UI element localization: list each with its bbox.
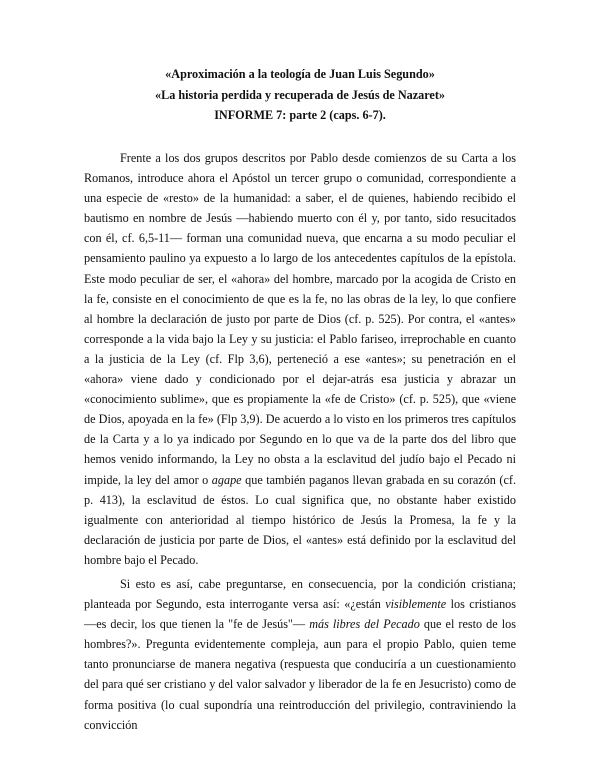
report-label: INFORME 7: parte 2 (caps. 6-7). [214, 108, 386, 122]
document-header [84, 64, 516, 126]
paragraph-1 [84, 148, 516, 570]
paragraph-2 [84, 574, 516, 735]
emphasis-visiblemente: visiblemente [385, 597, 447, 612]
document-body [84, 148, 516, 735]
document-subtitle: «La historia perdida y recuperada de Jesús de Nazaret» [154, 87, 445, 102]
paragraph-2-mid: los cristianos —es decir, los que tienen la "fe de Jesús"— [84, 597, 517, 632]
paragraph-1-end: que también paganos llevan grabada en su corazón (cf. p. 413), la esclavitud de éstos. Lo cual significa que, no obstante haber existido igualmente con anterioridad al tiempo histórico de Jesús la Promesa, la fe y la declaración de justicia por parte de Dios, el «antes» está definido por la esclavitud del hombre bajo el Pecado. [84, 472, 516, 567]
paragraph-1-conjunction: o [198, 472, 212, 487]
paragraph-1-text: Frente a los dos grupos descritos por Pablo desde comienzos de su Carta a los Romanos, introduce ahora el Apóstol un tercer grupo o comunidad, correspondiente a una especie de «resto» de la humanidad: a saber, el de quienes, habiendo recibido el bautismo en nombre de Jesús —habiendo muerto con él y, por tanto, sido resucitados con él, cf. 6,5-11— forman una comunidad nueva, que encarna a su modo peculiar el pensamiento paulino ya expuesto a lo largo de los antecedentes capítulos de la epístola. Este modo peculiar de ser, el «ahora» del hombre, marcado por la acogida de Cristo en la fe, consiste en el conocimiento de que es la fe, no las obras de la ley, lo que confiere al hombre la declaración de justo por parte de Dios (cf. p. 525). Por contra, el «antes» corresponde a la vida bajo la Ley y su justicia: el Pablo fariseo, irreprochable en cuanto a la justicia de la Ley (cf. Flp 3,6), perteneció a ese «antes»; su penetración en el «ahora» viene dado y condicionado por el dejar-atrás esa justicia y abrazar un «conocimiento sublime», que es propiamente la «fe de Cristo» (cf. p. 525), que «viene de Dios, apoyada en la fe» (Flp 3,9). De acuerdo a lo visto en los primeros tres capítulos de la Carta y a lo ya indicado por Segundo en lo que va de la parte dos del libro que hemos venido informando, la Ley no obsta a la esclavitud del judío bajo el Pecado ni impide, la ley del amor [84, 151, 516, 487]
paragraph-2-end: que el resto de los hombres?». Pregunta evidentemente compleja, aun para el propio Pablo, quien teme tanto pronunciarse de manera negativa (respuesta que conduciría a un cuestionamiento del para qué ser cristiano y del valor salvador y liberador de la fe en Jesucristo) como de forma positiva (lo cual supondría una reintroducción del privilegio, contraviniendo la convicción [84, 617, 516, 732]
term-agape: agape [211, 472, 242, 487]
paragraph-2-start: Si esto es así, cabe preguntarse, en consecuencia, por la condición cristiana; planteada por Segundo, esta interrogante versa así: «¿están [84, 576, 516, 612]
document-title: «Aproximación a la teología de Juan Luis Segundo» [165, 67, 435, 81]
emphasis-mas-libres: más libres del Pecado [309, 617, 420, 632]
